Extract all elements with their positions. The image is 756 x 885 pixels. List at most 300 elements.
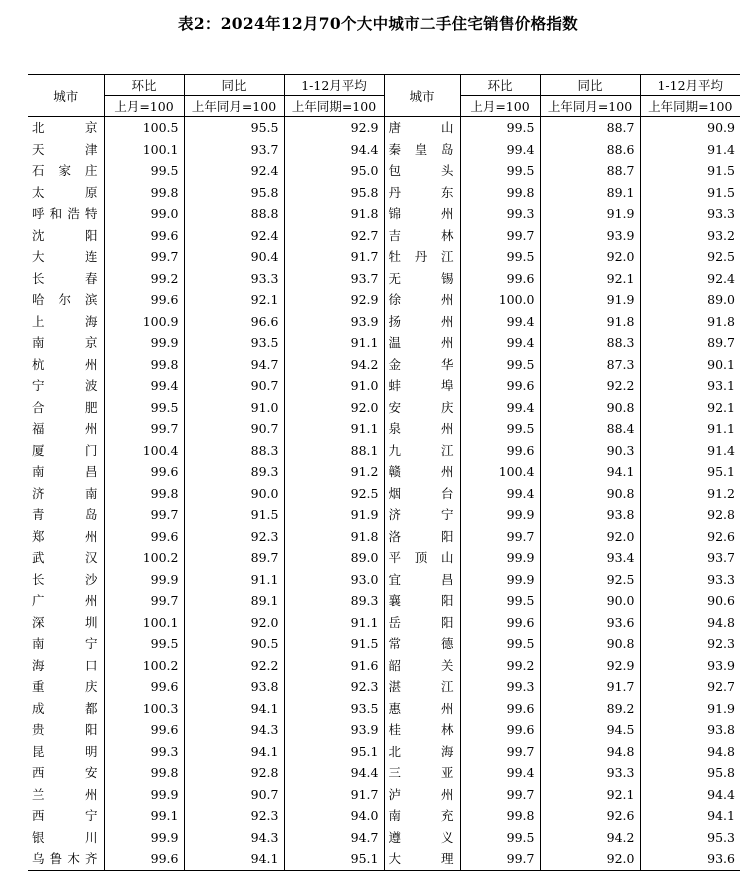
cell-avg-left: 91.5 [284, 633, 384, 655]
cell-mom-right: 99.4 [460, 483, 540, 505]
table-row [28, 483, 740, 505]
cell-avg-right: 90.1 [640, 354, 740, 376]
cell-city-right: 丹东 [384, 182, 460, 204]
cell-yoy-right: 90.3 [540, 440, 640, 462]
cell-yoy-left: 90.0 [184, 483, 284, 505]
cell-city-left: 广州 [32, 593, 98, 608]
cell-mom-left: 99.5 [104, 633, 184, 655]
cell-avg-left: 91.1 [284, 332, 384, 354]
cell-mom-left: 100.9 [104, 311, 184, 333]
cell-yoy-left: 90.5 [184, 633, 284, 655]
cell-yoy-left: 92.3 [184, 526, 284, 548]
cell-city-right: 惠州 [384, 698, 460, 720]
table-row [28, 182, 740, 204]
cell-avg-left: 95.8 [284, 182, 384, 204]
cell-mom-left: 99.9 [104, 784, 184, 806]
cell-yoy-left: 96.6 [184, 311, 284, 333]
cell-city-left: 深圳 [32, 614, 98, 630]
header-yoy-left: 同比 [184, 75, 284, 96]
cell-yoy-right: 94.5 [540, 719, 640, 741]
cell-city-right: 烟台 [384, 483, 460, 505]
cell-avg-right: 94.8 [640, 612, 740, 634]
cell-yoy-left: 89.3 [184, 461, 284, 483]
cell-yoy-left: 93.7 [184, 139, 284, 161]
cell-city-left: 郑州 [32, 528, 98, 544]
cell-yoy-left: 90.7 [184, 375, 284, 397]
cell-city-right: 南充 [384, 805, 460, 827]
table-row [28, 784, 740, 806]
table-row [28, 246, 740, 268]
cell-avg-right: 89.0 [640, 289, 740, 311]
cell-yoy-right: 91.9 [540, 203, 640, 225]
table-row [28, 569, 740, 591]
cell-city-left: 北京 [32, 120, 98, 135]
cell-city-right: 扬州 [384, 311, 460, 333]
cell-mom-right: 99.9 [460, 569, 540, 591]
price-index-table [28, 74, 740, 871]
cell-city-right: 襄阳 [384, 590, 460, 612]
cell-city-left: 长春 [32, 270, 98, 286]
cell-avg-left: 91.8 [284, 203, 384, 225]
cell-mom-right: 100.0 [460, 289, 540, 311]
header-avg-base-right: 上年同期=100 [640, 96, 740, 117]
cell-yoy-right: 87.3 [540, 354, 640, 376]
cell-avg-left: 91.1 [284, 612, 384, 634]
cell-yoy-left: 94.3 [184, 827, 284, 849]
cell-yoy-right: 88.3 [540, 332, 640, 354]
cell-yoy-right: 94.8 [540, 741, 640, 763]
cell-city-left: 银川 [32, 829, 98, 845]
cell-yoy-right: 91.9 [540, 289, 640, 311]
cell-yoy-left: 91.5 [184, 504, 284, 526]
cell-city-left: 昆明 [32, 743, 98, 759]
cell-avg-left: 91.6 [284, 655, 384, 677]
cell-city-right: 洛阳 [384, 526, 460, 548]
cell-mom-right: 99.4 [460, 332, 540, 354]
cell-city-left: 宁波 [32, 378, 98, 393]
cell-city-right: 遵义 [384, 827, 460, 849]
cell-city-right: 锦州 [384, 203, 460, 225]
cell-avg-right: 92.8 [640, 504, 740, 526]
cell-mom-left: 99.6 [104, 289, 184, 311]
cell-avg-right: 92.3 [640, 633, 740, 655]
cell-yoy-left: 88.3 [184, 440, 284, 462]
table-row [28, 827, 740, 849]
cell-yoy-right: 92.1 [540, 268, 640, 290]
cell-yoy-right: 90.8 [540, 633, 640, 655]
cell-city-left: 武汉 [32, 550, 98, 565]
cell-avg-right: 92.4 [640, 268, 740, 290]
cell-avg-right: 92.7 [640, 676, 740, 698]
table-row [28, 375, 740, 397]
cell-city-right: 牡丹江 [384, 246, 460, 268]
cell-city-right: 温州 [384, 332, 460, 354]
cell-yoy-right: 90.8 [540, 483, 640, 505]
cell-city-left: 杭州 [32, 356, 98, 372]
cell-avg-right: 93.7 [640, 547, 740, 569]
cell-city-right: 济宁 [384, 504, 460, 526]
cell-yoy-left: 91.1 [184, 569, 284, 591]
cell-city-left: 乌鲁木齐 [28, 848, 104, 870]
cell-city-right: 秦皇岛 [384, 139, 460, 161]
cell-avg-left: 91.0 [284, 375, 384, 397]
cell-mom-right: 99.9 [460, 504, 540, 526]
cell-avg-right: 93.2 [640, 225, 740, 247]
cell-yoy-left: 92.8 [184, 762, 284, 784]
cell-city-left: 南京 [32, 335, 98, 350]
cell-city-left: 海口 [32, 657, 98, 673]
table-row [28, 633, 740, 655]
cell-yoy-right: 92.6 [540, 805, 640, 827]
cell-yoy-right: 91.7 [540, 676, 640, 698]
cell-mom-right: 99.6 [460, 719, 540, 741]
cell-yoy-right: 92.0 [540, 246, 640, 268]
cell-mom-right: 99.8 [460, 182, 540, 204]
cell-yoy-right: 93.8 [540, 504, 640, 526]
table-row [28, 698, 740, 720]
cell-mom-left: 99.6 [104, 225, 184, 247]
cell-avg-right: 94.4 [640, 784, 740, 806]
cell-avg-left: 94.4 [284, 762, 384, 784]
cell-yoy-right: 89.1 [540, 182, 640, 204]
table-row [28, 676, 740, 698]
cell-mom-right: 99.7 [460, 225, 540, 247]
cell-mom-right: 99.4 [460, 139, 540, 161]
cell-city-left: 合肥 [32, 399, 98, 415]
cell-avg-right: 89.7 [640, 332, 740, 354]
cell-mom-right: 99.7 [460, 848, 540, 870]
cell-avg-left: 91.2 [284, 461, 384, 483]
cell-city-right: 常德 [384, 633, 460, 655]
cell-avg-left: 95.1 [284, 741, 384, 763]
cell-city-left: 南昌 [32, 464, 98, 479]
cell-city-right: 北海 [384, 741, 460, 763]
cell-city-right: 泉州 [384, 418, 460, 440]
cell-avg-right: 95.8 [640, 762, 740, 784]
cell-city-left: 南宁 [32, 636, 98, 651]
cell-avg-right: 93.3 [640, 569, 740, 591]
cell-yoy-left: 94.3 [184, 719, 284, 741]
cell-yoy-left: 94.1 [184, 698, 284, 720]
cell-mom-right: 99.7 [460, 526, 540, 548]
cell-avg-right: 93.3 [640, 203, 740, 225]
cell-yoy-right: 92.1 [540, 784, 640, 806]
cell-city-right: 九江 [384, 440, 460, 462]
cell-city-right: 安庆 [384, 397, 460, 419]
cell-avg-right: 90.6 [640, 590, 740, 612]
cell-yoy-right: 88.7 [540, 160, 640, 182]
table-row [28, 139, 740, 161]
cell-city-left: 石家庄 [32, 163, 98, 178]
cell-mom-left: 100.1 [104, 139, 184, 161]
cell-avg-left: 92.5 [284, 483, 384, 505]
cell-city-right: 泸州 [384, 784, 460, 806]
cell-city-left: 大连 [32, 249, 98, 264]
cell-avg-right: 95.1 [640, 461, 740, 483]
cell-yoy-left: 88.8 [184, 203, 284, 225]
cell-mom-left: 100.2 [104, 547, 184, 569]
cell-yoy-left: 95.5 [184, 117, 284, 139]
cell-yoy-left: 92.4 [184, 160, 284, 182]
table-row [28, 160, 740, 182]
cell-mom-right: 99.3 [460, 676, 540, 698]
table-row [28, 504, 740, 526]
table-row [28, 354, 740, 376]
cell-avg-left: 94.4 [284, 139, 384, 161]
cell-mom-right: 99.3 [460, 203, 540, 225]
cell-yoy-left: 90.7 [184, 418, 284, 440]
cell-yoy-right: 91.8 [540, 311, 640, 333]
cell-mom-left: 99.5 [104, 160, 184, 182]
table-body [28, 117, 740, 871]
cell-mom-left: 99.8 [104, 762, 184, 784]
cell-mom-right: 99.6 [460, 612, 540, 634]
cell-city-right: 吉林 [384, 225, 460, 247]
table-row [28, 397, 740, 419]
cell-avg-left: 92.9 [284, 289, 384, 311]
cell-mom-right: 99.5 [460, 246, 540, 268]
header-yoy-base-right: 上年同月=100 [540, 96, 640, 117]
cell-yoy-right: 93.6 [540, 612, 640, 634]
cell-avg-left: 94.7 [284, 827, 384, 849]
cell-avg-right: 94.1 [640, 805, 740, 827]
table-row [28, 590, 740, 612]
cell-mom-right: 99.5 [460, 160, 540, 182]
cell-yoy-right: 92.0 [540, 848, 640, 870]
cell-avg-right: 93.9 [640, 655, 740, 677]
cell-yoy-right: 90.0 [540, 590, 640, 612]
cell-mom-left: 99.8 [104, 182, 184, 204]
cell-city-left: 贵阳 [32, 722, 98, 737]
cell-avg-left: 88.1 [284, 440, 384, 462]
cell-mom-left: 99.7 [104, 590, 184, 612]
cell-mom-left: 99.7 [104, 418, 184, 440]
cell-city-right: 宜昌 [384, 569, 460, 591]
cell-avg-left: 91.9 [284, 504, 384, 526]
cell-avg-left: 91.8 [284, 526, 384, 548]
cell-yoy-right: 88.7 [540, 117, 640, 139]
table-row [28, 332, 740, 354]
cell-mom-right: 99.5 [460, 117, 540, 139]
cell-avg-right: 91.1 [640, 418, 740, 440]
cell-mom-right: 99.9 [460, 547, 540, 569]
cell-city-right: 唐山 [384, 117, 460, 139]
cell-city-left: 济南 [32, 485, 98, 501]
cell-city-left: 太原 [32, 184, 98, 200]
cell-mom-right: 99.6 [460, 268, 540, 290]
table-row [28, 719, 740, 741]
cell-city-right: 岳阳 [384, 612, 460, 634]
cell-city-right: 湛江 [384, 676, 460, 698]
cell-yoy-right: 88.6 [540, 139, 640, 161]
cell-yoy-right: 92.9 [540, 655, 640, 677]
cell-yoy-left: 93.8 [184, 676, 284, 698]
cell-avg-left: 91.1 [284, 418, 384, 440]
table-row [28, 805, 740, 827]
cell-mom-left: 99.8 [104, 354, 184, 376]
cell-yoy-left: 92.1 [184, 289, 284, 311]
table-row [28, 762, 740, 784]
cell-avg-right: 92.5 [640, 246, 740, 268]
cell-yoy-left: 93.3 [184, 268, 284, 290]
table-row [28, 655, 740, 677]
cell-avg-right: 92.1 [640, 397, 740, 419]
cell-mom-left: 99.6 [104, 719, 184, 741]
cell-yoy-left: 91.0 [184, 397, 284, 419]
cell-mom-right: 99.4 [460, 397, 540, 419]
cell-avg-left: 93.7 [284, 268, 384, 290]
cell-mom-left: 99.6 [104, 526, 184, 548]
cell-mom-right: 99.5 [460, 418, 540, 440]
cell-mom-left: 100.3 [104, 698, 184, 720]
cell-yoy-right: 88.4 [540, 418, 640, 440]
cell-avg-left: 93.5 [284, 698, 384, 720]
table-header [28, 75, 740, 117]
cell-city-right: 无锡 [384, 268, 460, 290]
cell-avg-right: 95.3 [640, 827, 740, 849]
cell-mom-left: 99.6 [104, 461, 184, 483]
cell-mom-right: 99.2 [460, 655, 540, 677]
cell-yoy-right: 93.4 [540, 547, 640, 569]
cell-yoy-left: 93.5 [184, 332, 284, 354]
cell-yoy-left: 92.2 [184, 655, 284, 677]
header-yoy-base-left: 上年同月=100 [184, 96, 284, 117]
cell-mom-left: 99.9 [104, 827, 184, 849]
cell-city-right: 韶关 [384, 655, 460, 677]
header-avg-base-left: 上年同期=100 [284, 96, 384, 117]
cell-city-left: 天津 [32, 141, 98, 157]
table-title: 表2：2024年12月70个大中城市二手住宅销售价格指数 [178, 14, 578, 33]
cell-avg-left: 94.0 [284, 805, 384, 827]
cell-city-left: 福州 [32, 421, 98, 436]
cell-avg-right: 92.6 [640, 526, 740, 548]
cell-city-left: 上海 [32, 313, 98, 329]
cell-avg-left: 92.9 [284, 117, 384, 139]
cell-mom-left: 99.6 [104, 848, 184, 870]
table-row [28, 203, 740, 225]
header-avg-left: 1-12月平均 [284, 75, 384, 96]
cell-mom-left: 99.4 [104, 375, 184, 397]
header-mom-base-right: 上月=100 [460, 96, 540, 117]
cell-city-left: 西宁 [32, 808, 98, 823]
cell-city-left: 呼和浩特 [32, 206, 98, 221]
table-row [28, 526, 740, 548]
cell-mom-right: 99.6 [460, 440, 540, 462]
cell-city-left: 厦门 [32, 442, 98, 458]
cell-avg-left: 91.7 [284, 246, 384, 268]
table-row [28, 311, 740, 333]
cell-mom-right: 99.7 [460, 741, 540, 763]
cell-yoy-right: 92.5 [540, 569, 640, 591]
cell-mom-left: 99.2 [104, 268, 184, 290]
table-row [28, 418, 740, 440]
cell-yoy-right: 92.0 [540, 526, 640, 548]
cell-yoy-right: 92.2 [540, 375, 640, 397]
cell-city-right: 大理 [384, 848, 460, 870]
cell-city-right: 平顶山 [384, 547, 460, 569]
cell-avg-right: 91.2 [640, 483, 740, 505]
cell-avg-left: 92.0 [284, 397, 384, 419]
cell-mom-right: 99.5 [460, 633, 540, 655]
cell-avg-right: 91.4 [640, 440, 740, 462]
cell-mom-left: 99.0 [104, 203, 184, 225]
cell-mom-left: 99.6 [104, 676, 184, 698]
cell-avg-left: 95.0 [284, 160, 384, 182]
cell-avg-left: 91.7 [284, 784, 384, 806]
cell-avg-right: 94.8 [640, 741, 740, 763]
cell-mom-right: 99.5 [460, 354, 540, 376]
cell-yoy-left: 92.4 [184, 225, 284, 247]
table-row [28, 117, 740, 139]
cell-avg-left: 93.9 [284, 719, 384, 741]
header-yoy-right: 同比 [540, 75, 640, 96]
cell-city-left: 兰州 [32, 786, 98, 802]
cell-avg-left: 93.9 [284, 311, 384, 333]
cell-avg-right: 91.5 [640, 182, 740, 204]
cell-avg-left: 92.7 [284, 225, 384, 247]
cell-avg-left: 92.3 [284, 676, 384, 698]
cell-mom-left: 99.5 [104, 397, 184, 419]
cell-yoy-right: 94.1 [540, 461, 640, 483]
table-row [28, 461, 740, 483]
cell-yoy-left: 94.1 [184, 848, 284, 870]
cell-yoy-left: 94.7 [184, 354, 284, 376]
cell-mom-right: 99.5 [460, 827, 540, 849]
cell-yoy-left: 92.0 [184, 612, 284, 634]
cell-mom-left: 99.1 [104, 805, 184, 827]
cell-city-right: 赣州 [384, 461, 460, 483]
cell-mom-left: 99.9 [104, 332, 184, 354]
cell-city-left: 青岛 [32, 507, 98, 522]
table-row [28, 440, 740, 462]
table-row [28, 612, 740, 634]
header-city-right: 城市 [384, 75, 460, 117]
cell-avg-right: 91.5 [640, 160, 740, 182]
cell-city-right: 蚌埠 [384, 375, 460, 397]
cell-yoy-left: 89.7 [184, 547, 284, 569]
cell-yoy-left: 95.8 [184, 182, 284, 204]
cell-city-right: 徐州 [384, 289, 460, 311]
cell-mom-right: 99.6 [460, 375, 540, 397]
cell-city-right: 包头 [384, 160, 460, 182]
cell-yoy-left: 89.1 [184, 590, 284, 612]
cell-mom-left: 99.3 [104, 741, 184, 763]
cell-city-left: 沈阳 [32, 227, 98, 243]
cell-mom-right: 99.6 [460, 698, 540, 720]
cell-mom-right: 100.4 [460, 461, 540, 483]
table-row [28, 741, 740, 763]
cell-mom-right: 99.8 [460, 805, 540, 827]
cell-mom-left: 99.8 [104, 483, 184, 505]
table-row [28, 268, 740, 290]
cell-avg-right: 90.9 [640, 117, 740, 139]
cell-mom-left: 100.1 [104, 612, 184, 634]
header-city-left: 城市 [28, 75, 104, 117]
cell-city-left: 成都 [32, 700, 98, 716]
cell-mom-left: 100.2 [104, 655, 184, 677]
cell-yoy-right: 93.3 [540, 762, 640, 784]
cell-yoy-left: 94.1 [184, 741, 284, 763]
cell-mom-left: 100.4 [104, 440, 184, 462]
table-row [28, 848, 740, 870]
cell-mom-right: 99.7 [460, 784, 540, 806]
cell-yoy-right: 94.2 [540, 827, 640, 849]
table-row [28, 225, 740, 247]
cell-mom-left: 100.5 [104, 117, 184, 139]
cell-city-right: 桂林 [384, 719, 460, 741]
cell-avg-left: 94.2 [284, 354, 384, 376]
cell-mom-left: 99.7 [104, 246, 184, 268]
